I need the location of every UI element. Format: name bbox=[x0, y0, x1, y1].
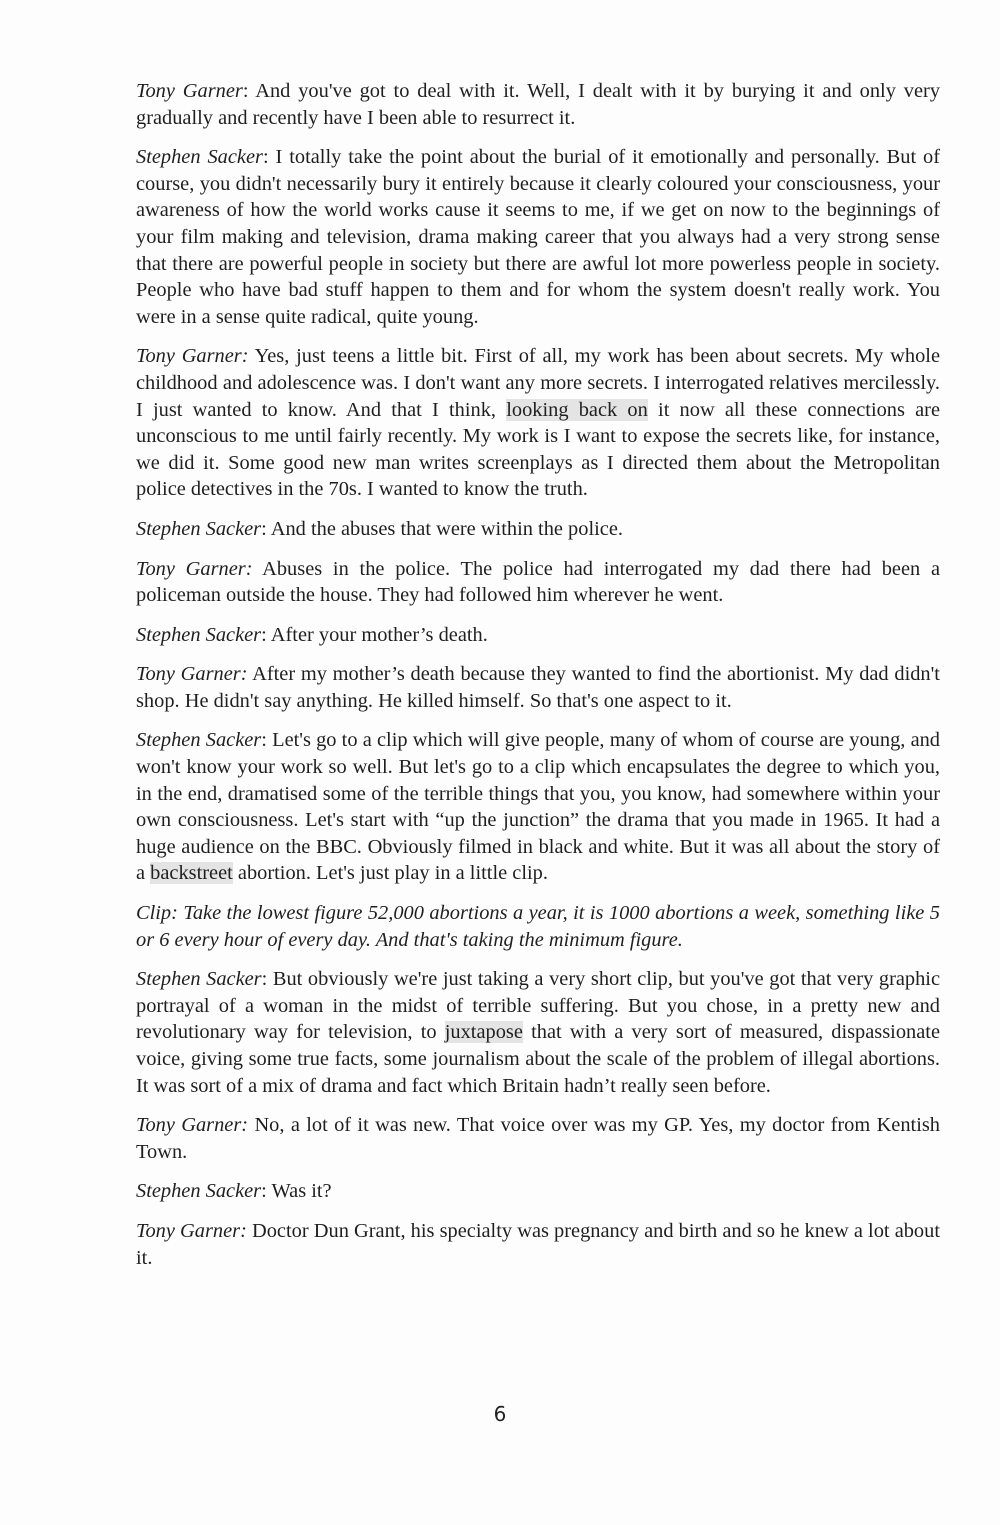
highlighted-text: looking back on bbox=[506, 398, 648, 421]
paragraph-text: After my mother’s death because they wanted to find the abortionist. My dad didn't shop. He didn't say anything. He killed himself. So that's one aspect to it. bbox=[136, 663, 940, 712]
paragraph-text: Yes, just teens a little bit. First of all, my work has been about secrets. My whole childhood and adolescence was. I don't want any more secrets. I interrogated relatives mercilessly. I just wanted to know. And that I think, bbox=[136, 345, 940, 421]
paragraph-text: And the abuses that were within the police. bbox=[270, 517, 623, 540]
dialogue-paragraph bbox=[136, 1178, 940, 1205]
speaker-name: Tony Garner: bbox=[136, 1219, 247, 1242]
dialogue-paragraph bbox=[136, 966, 940, 1099]
speaker-separator: : bbox=[261, 968, 273, 991]
speaker-separator: : bbox=[261, 1180, 272, 1203]
speaker-name: Stephen Sacker bbox=[136, 968, 262, 991]
page-number: 6 bbox=[493, 1402, 507, 1426]
speaker-name: Tony Garner: bbox=[136, 1114, 249, 1137]
speaker-name: Stephen Sacker bbox=[136, 517, 262, 540]
speaker-name: Tony Garner: bbox=[136, 663, 248, 686]
paragraph-text: But obviously we're just taking a very short clip, but you've got that very graphic portrayal of a woman in the midst of terrible suffering. But you chose, in a pretty new and revolutionary way for television, to bbox=[136, 968, 941, 1044]
speaker-name: Stephen Sacker bbox=[136, 1180, 262, 1203]
speaker-name: Tony Garner: bbox=[136, 345, 249, 368]
dialogue-paragraph bbox=[136, 1112, 940, 1165]
transcript-body bbox=[136, 78, 940, 1284]
speaker-name: Stephen Sacker bbox=[136, 623, 262, 646]
speaker-separator: : bbox=[242, 80, 256, 102]
dialogue-paragraph bbox=[136, 78, 940, 131]
speaker-name: Tony Garner bbox=[136, 80, 243, 102]
speaker-name: Tony Garner: bbox=[136, 557, 253, 580]
paragraph-text: Clip: Take the lowest figure 52,000 abortions a year, it is 1000 abortions a week, something like 5 or 6 every hour of every day. And that's taking the minimum figure. bbox=[136, 902, 940, 951]
dialogue-paragraph bbox=[136, 556, 940, 609]
paragraph-text: No, a lot of it was new. That voice over was my GP. Yes, my doctor from Kentish Town. bbox=[136, 1114, 940, 1163]
paragraph-text: Abuses in the police. The police had interrogated my dad there had been a policeman outside the house. They had followed him wherever he went. bbox=[136, 557, 940, 607]
dialogue-paragraph bbox=[136, 516, 940, 543]
highlighted-text: juxtapose bbox=[444, 1021, 523, 1044]
highlighted-text: backstreet bbox=[150, 862, 233, 885]
clip-quote-paragraph bbox=[136, 900, 940, 953]
dialogue-paragraph bbox=[136, 144, 940, 330]
speaker-name: Stephen Sacker bbox=[136, 146, 263, 169]
speaker-separator bbox=[253, 558, 263, 580]
dialogue-paragraph bbox=[136, 622, 940, 649]
paragraph-text: that with a very sort of measured, dispassionate voice, giving some true facts, some journalism about the scale of the problem of illegal abortions. It was sort of a mix of drama and fact which Britain hadn’t really seen before. bbox=[136, 1021, 940, 1097]
speaker-separator: : bbox=[262, 146, 276, 169]
paragraph-text: And you've got to deal with it. Well, I dealt with it by burying it and only very gradually and recently have I been able to resurrect it. bbox=[136, 80, 941, 129]
paragraph-text: Was it? bbox=[271, 1180, 332, 1203]
paragraph-text: I totally take the point about the burial of it emotionally and personally. But of course, you didn't necessarily bury it entirely because it clearly coloured your consciousness, your awareness of how the world works cause it seems to me, if we get on now to the beginnings of your film making and television, drama making career that you always had a very strong sense that there are powerful people in society but there are awful lot more powerless people in society. People who have bad stuff happen to them and for whom the system doesn't really work. You were in a sense quite radical, quite young. bbox=[136, 146, 941, 328]
dialogue-paragraph bbox=[136, 343, 940, 503]
speaker-separator: : bbox=[261, 623, 271, 646]
paragraph-text: Doctor Dun Grant, his specialty was pregnancy and birth and so he knew a lot about it. bbox=[136, 1219, 940, 1269]
paragraph-text: abortion. Let's just play in a little clip. bbox=[232, 862, 548, 885]
dialogue-paragraph bbox=[136, 661, 940, 714]
speaker-separator: : bbox=[261, 729, 273, 752]
paragraph-text: Let's go to a clip which will give people, many of whom of course are young, and won't know your work so well. But let's go to a clip which encapsulates the degree to which you, in the end, dramatised some of the terrible things that you, you know, had somewhere within your own consciousness. Let's start with “up the junction” the drama that you made in 1965. It had a huge audience on the BBC. Obviously filmed in black and white. But it was all about the story of a bbox=[136, 729, 941, 885]
paragraph-text: After your mother’s death. bbox=[270, 623, 488, 646]
speaker-name: Stephen Sacker bbox=[136, 729, 262, 752]
dialogue-paragraph bbox=[136, 727, 940, 887]
dialogue-paragraph bbox=[136, 1218, 940, 1271]
speaker-separator: : bbox=[261, 517, 271, 540]
paragraph-text: it now all these connections are unconscious to me until fairly recently. My work is I want to expose the secrets like, for instance, we did it. Some good new man writes screenplays as I directed them about the Metropolitan police detectives in the 70s. I wanted to know the truth. bbox=[136, 398, 941, 501]
